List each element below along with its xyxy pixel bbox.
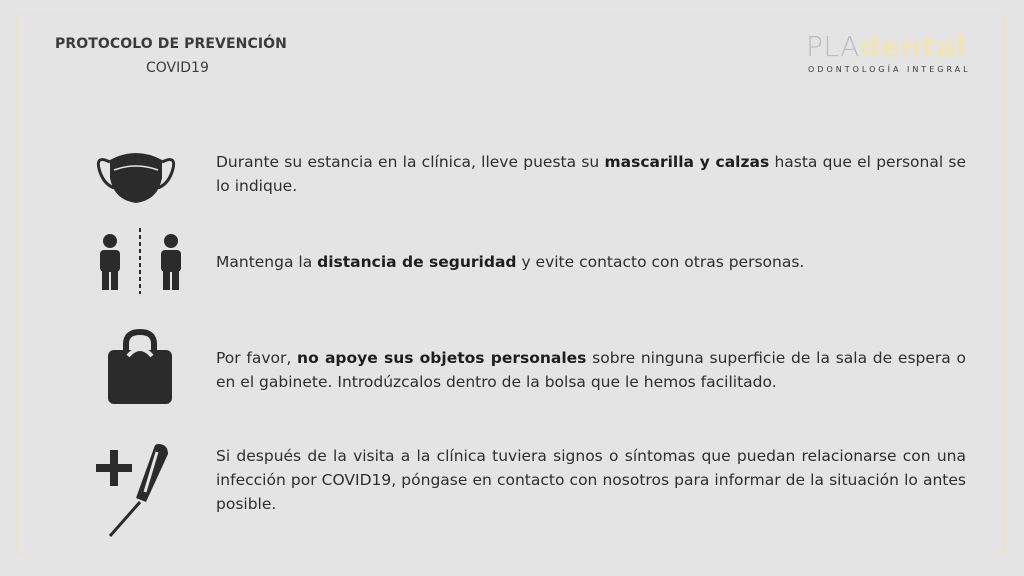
protocol-item-text: Durante su estancia en la clínica, lleve puesta su mascarilla y calzas hasta que el personal se lo indique.	[216, 153, 966, 195]
logo-text-dental: dental	[859, 30, 967, 63]
protocol-item-text: Por favor, no apoye sus objetos personales sobre ninguna superficie de la sala de espera o en el gabinete. Introdúzcalos dentro de la bolsa que le hemos facilitado.	[216, 349, 967, 391]
page-subtitle: COVID19	[146, 60, 209, 76]
clinic-logo	[806, 32, 976, 80]
page-title: PROTOCOLO DE PREVENCIÓN	[55, 36, 287, 52]
protocol-item-text: Mantenga la distancia de seguridad y evite contacto con otras personas.	[216, 253, 805, 271]
social-distance-icon	[88, 226, 184, 298]
logo-text-pla: PLA	[806, 30, 860, 63]
thermometer-icon	[88, 440, 184, 542]
protocol-item-text: Si después de la visita a la clínica tuviera signos o síntomas que puedan relacionarse con una infección por COVID19, póngase en contacto con nosotros para informar de la situación lo antes posible.	[216, 447, 966, 513]
protocol-item-bag	[88, 328, 978, 406]
protocol-item-mask	[88, 148, 978, 208]
protocol-item-distance	[88, 226, 978, 294]
bag-icon	[88, 328, 184, 410]
logo-tagline: ODONTOLOGÍA INTEGRAL	[808, 65, 971, 74]
mask-icon	[88, 148, 184, 212]
protocol-item-thermometer	[88, 440, 978, 538]
